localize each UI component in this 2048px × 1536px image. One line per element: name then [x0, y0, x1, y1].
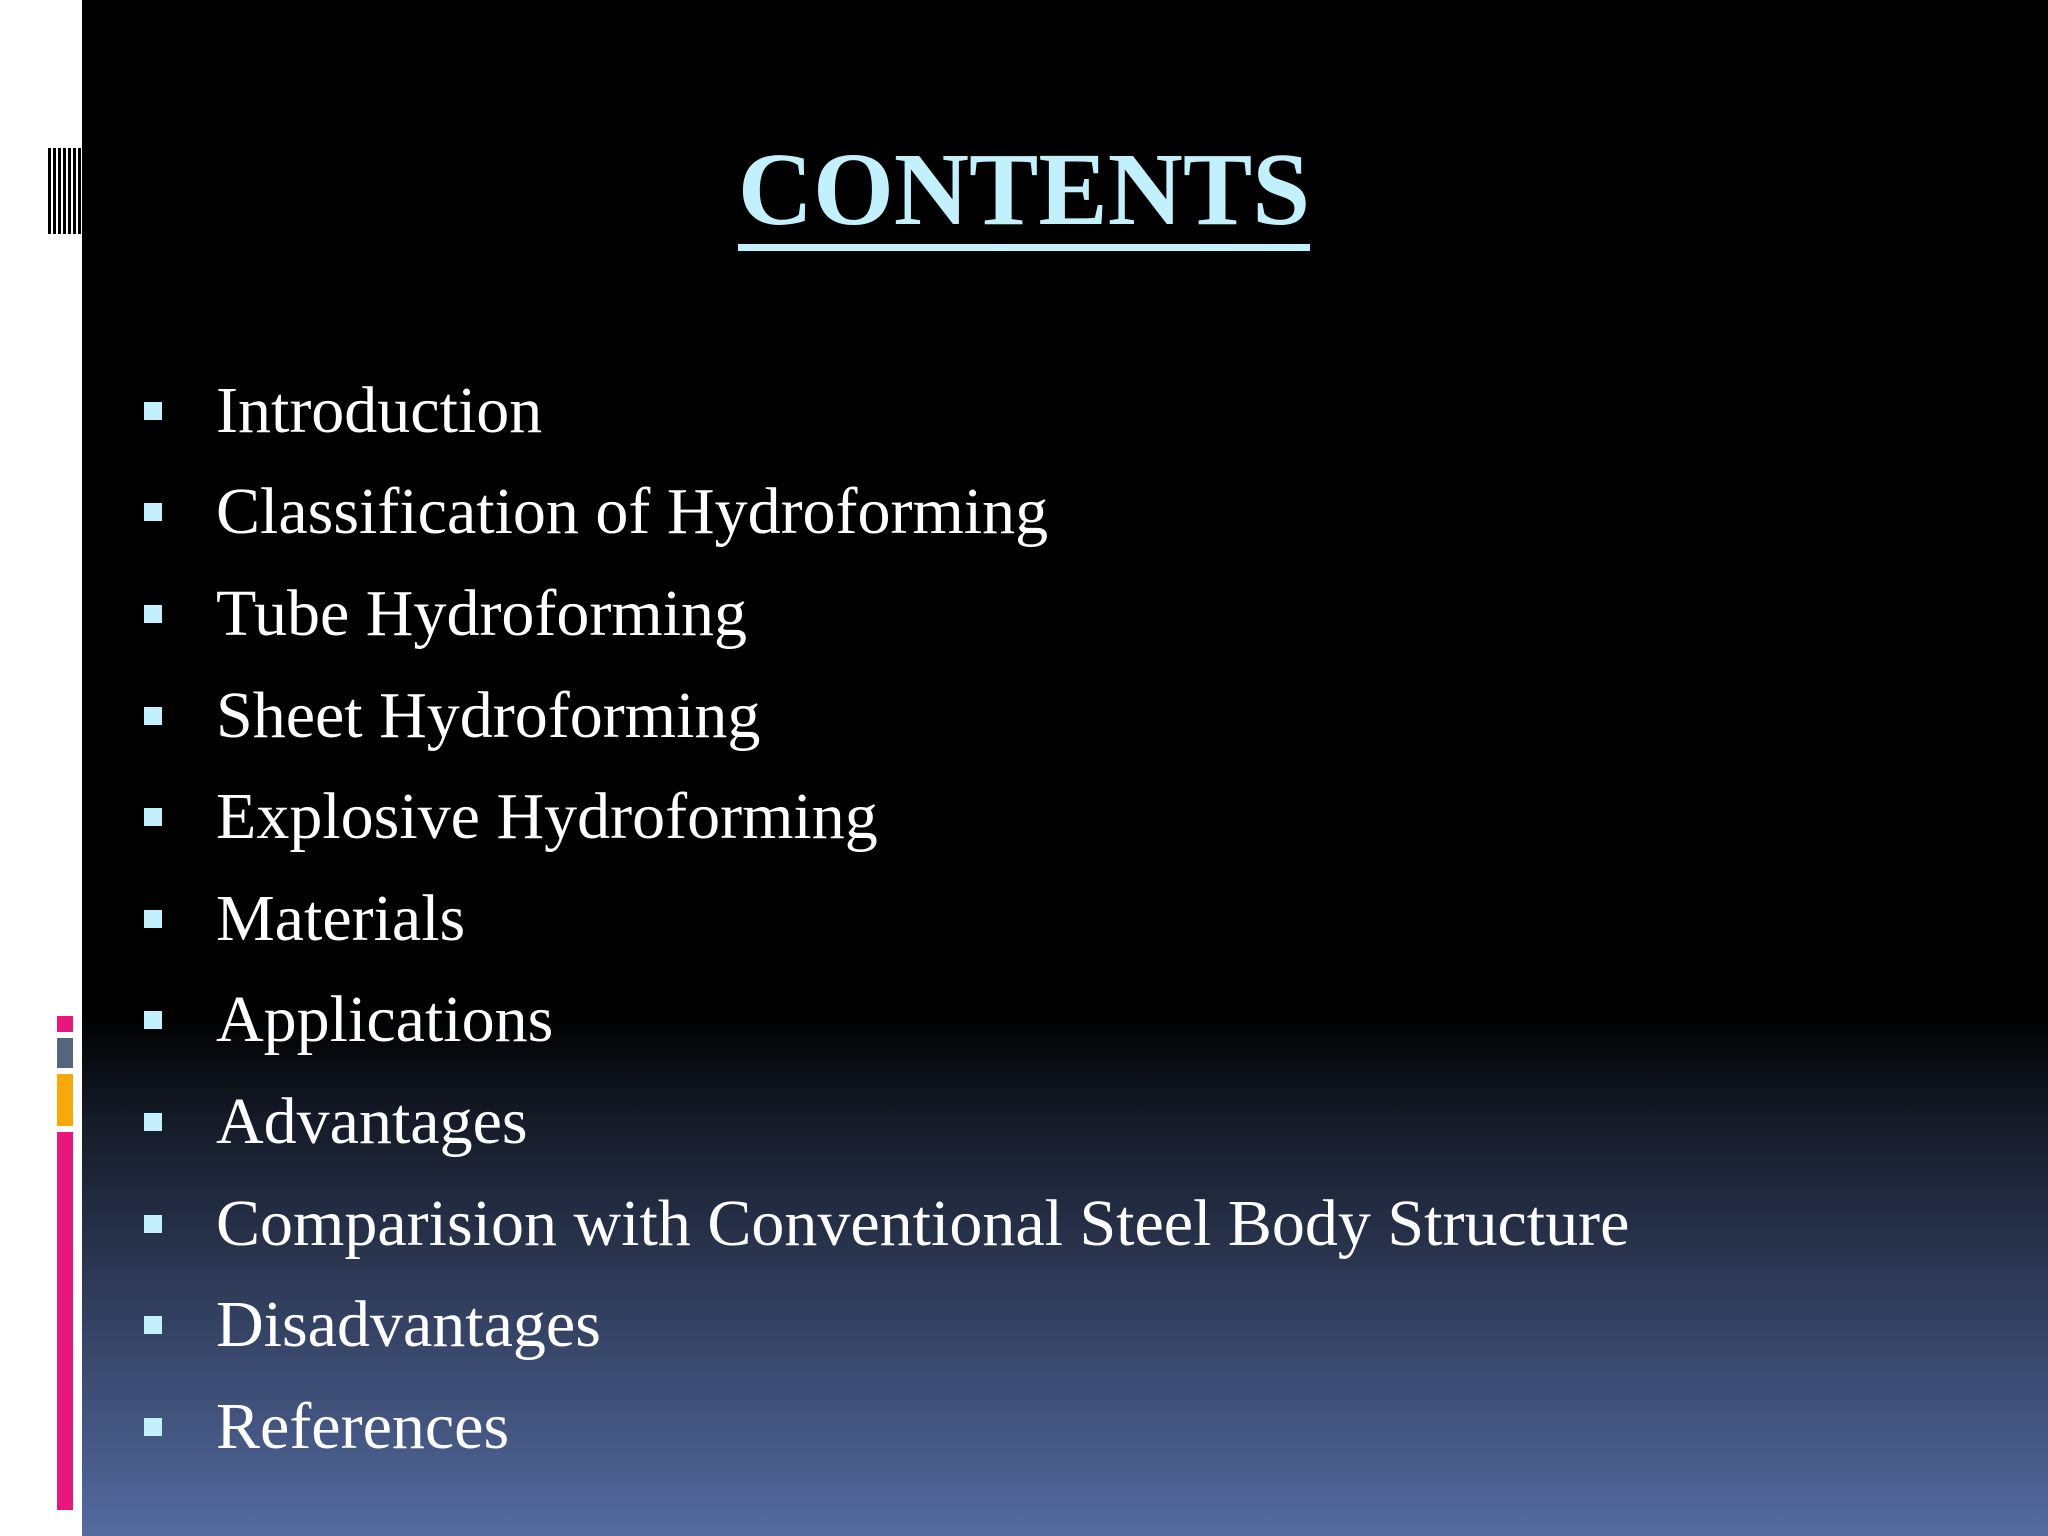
list-item: [0, 766, 2048, 868]
page-title-text: CONTENTS: [738, 141, 1310, 251]
square-bullet-icon: [144, 1113, 162, 1131]
square-bullet-icon: [144, 1011, 162, 1029]
list-item: [0, 868, 2048, 970]
list-item: [0, 970, 2048, 1072]
list-item-label: Classification of Hydroforming: [216, 475, 1049, 549]
list-item: [0, 665, 2048, 767]
list-item-label: Materials: [216, 881, 466, 955]
list-item: [0, 462, 2048, 564]
square-bullet-icon: [144, 707, 162, 725]
square-bullet-icon: [144, 503, 162, 521]
list-item: [0, 1376, 2048, 1478]
square-bullet-icon: [144, 808, 162, 826]
square-bullet-icon: [144, 1418, 162, 1436]
list-item-label: Explosive Hydroforming: [216, 780, 878, 854]
list-item-label: References: [216, 1389, 510, 1463]
list-item: [0, 563, 2048, 665]
list-item-label: Advantages: [216, 1084, 528, 1158]
list-item: [0, 360, 2048, 462]
square-bullet-icon: [144, 402, 162, 420]
list-item-label: Disadvantages: [216, 1288, 601, 1362]
square-bullet-icon: [144, 1316, 162, 1334]
square-bullet-icon: [144, 605, 162, 623]
list-item-label: Applications: [216, 983, 554, 1057]
list-item: [0, 1274, 2048, 1376]
list-item-label: Comparision with Conventional Steel Body Structure: [216, 1186, 1630, 1260]
list-item-label: Introduction: [216, 373, 543, 447]
page-title: [0, 132, 2048, 251]
contents-list: [0, 360, 2048, 1478]
list-item-label: Tube Hydroforming: [216, 576, 748, 650]
square-bullet-icon: [144, 910, 162, 928]
list-item: [0, 1071, 2048, 1173]
list-item-label: Sheet Hydroforming: [216, 678, 761, 752]
list-item: [0, 1173, 2048, 1275]
square-bullet-icon: [144, 1215, 162, 1233]
